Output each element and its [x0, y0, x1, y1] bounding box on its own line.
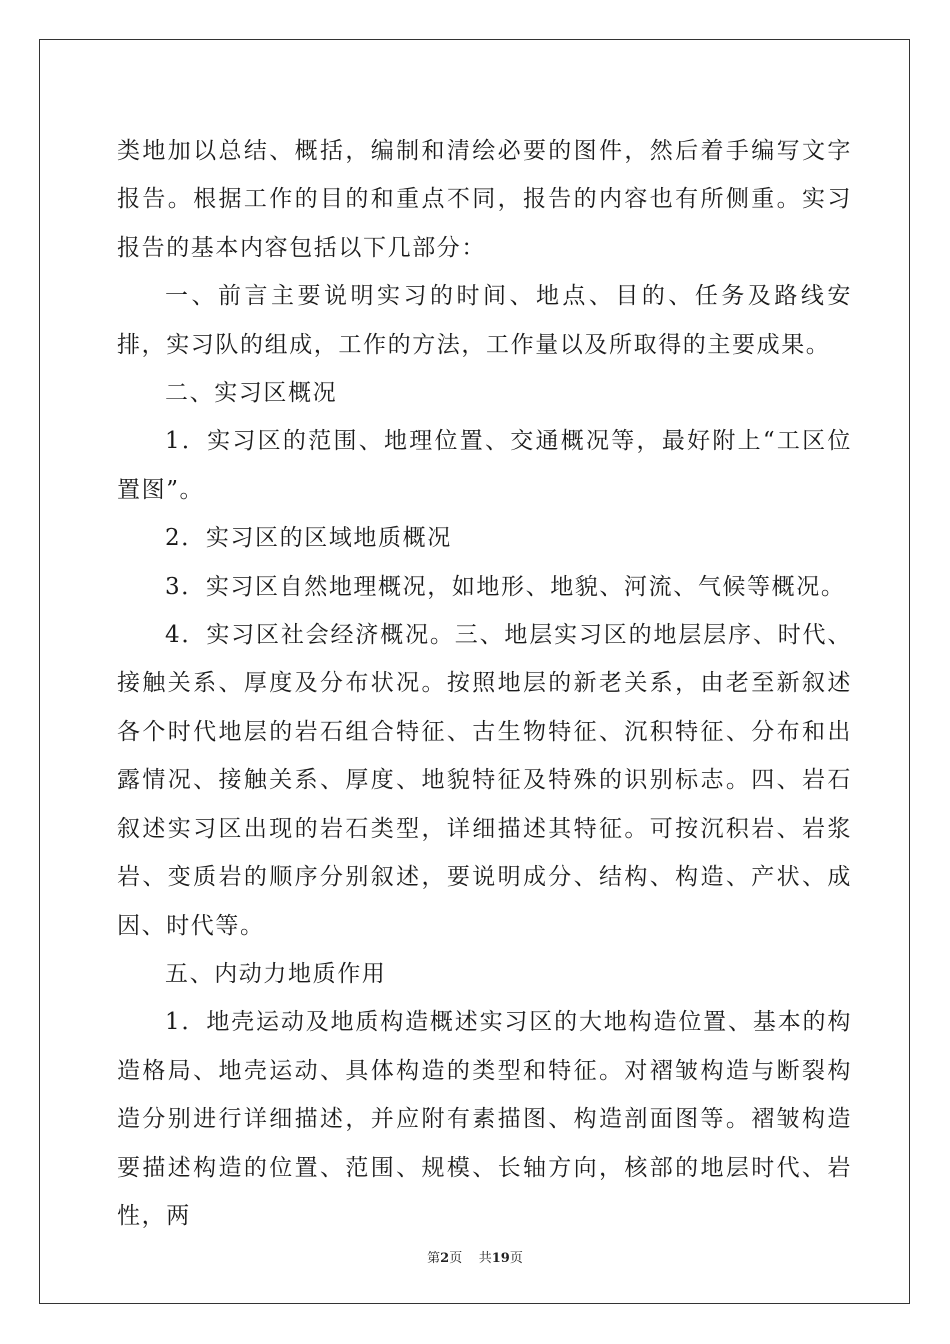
paragraph-1: 类地加以总结、概括，编制和清绘必要的图件，然后着手编写文字报告。根据工作的目的和重点不同，报告的内容也有所侧重。实习报告的基本内容包括以下几部分： — [117, 138, 852, 261]
section-heading-geology: 五、内动力地质作用 — [165, 960, 387, 987]
paragraph-4: 1．实习区的范围、地理位置、交通概况等，最好附上“工区位置图”。 — [117, 428, 852, 503]
page-footer — [0, 1247, 950, 1266]
page-number: 2 — [440, 1251, 450, 1266]
paragraph-5: 2．实习区的区域地质概况 — [165, 525, 452, 552]
total-pages: 19 — [491, 1251, 510, 1266]
total-suffix: 页 — [509, 1251, 523, 1266]
page-prefix: 第 — [427, 1251, 441, 1266]
document-body — [117, 127, 852, 1240]
section-heading-overview: 二、实习区概况 — [165, 380, 338, 407]
paragraph-7: 4．实习区社会经济概况。三、地层实习区的地层层序、时代、接触关系、厚度及分布状况。按照地层的新老关系，由老至新叙述各个时代地层的岩石组合特征、古生物特征、沉积特征、分布和出露情况、接触关系、厚度、地貌特征及特殊的识别标志。四、岩石叙述实习区出现的岩石类型，详细描述其特征。可按沉积岩、岩浆岩、变质岩的顺序分别叙述，要说明成分、结构、构造、产状、成因、时代等。 — [117, 622, 852, 939]
total-prefix: 共 — [478, 1251, 492, 1266]
paragraph-2: 一、前言主要说明实习的时间、地点、目的、任务及路线安排，实习队的组成，工作的方法，工作量以及所取得的主要成果。 — [117, 283, 852, 358]
paragraph-6: 3．实习区自然地理概况，如地形、地貌、河流、气候等概况。 — [165, 573, 846, 600]
page-suffix: 页 — [449, 1251, 463, 1266]
paragraph-9: 1．地壳运动及地质构造概述实习区的大地构造位置、基本的构造格局、地壳运动、具体构造的类型和特征。对褶皱构造与断裂构造分别进行详细描述，并应附有素描图、构造剖面图等。褶皱构造要描述构造的位置、范围、规模、长轴方向，核部的地层时代、岩性，两 — [117, 1009, 852, 1229]
